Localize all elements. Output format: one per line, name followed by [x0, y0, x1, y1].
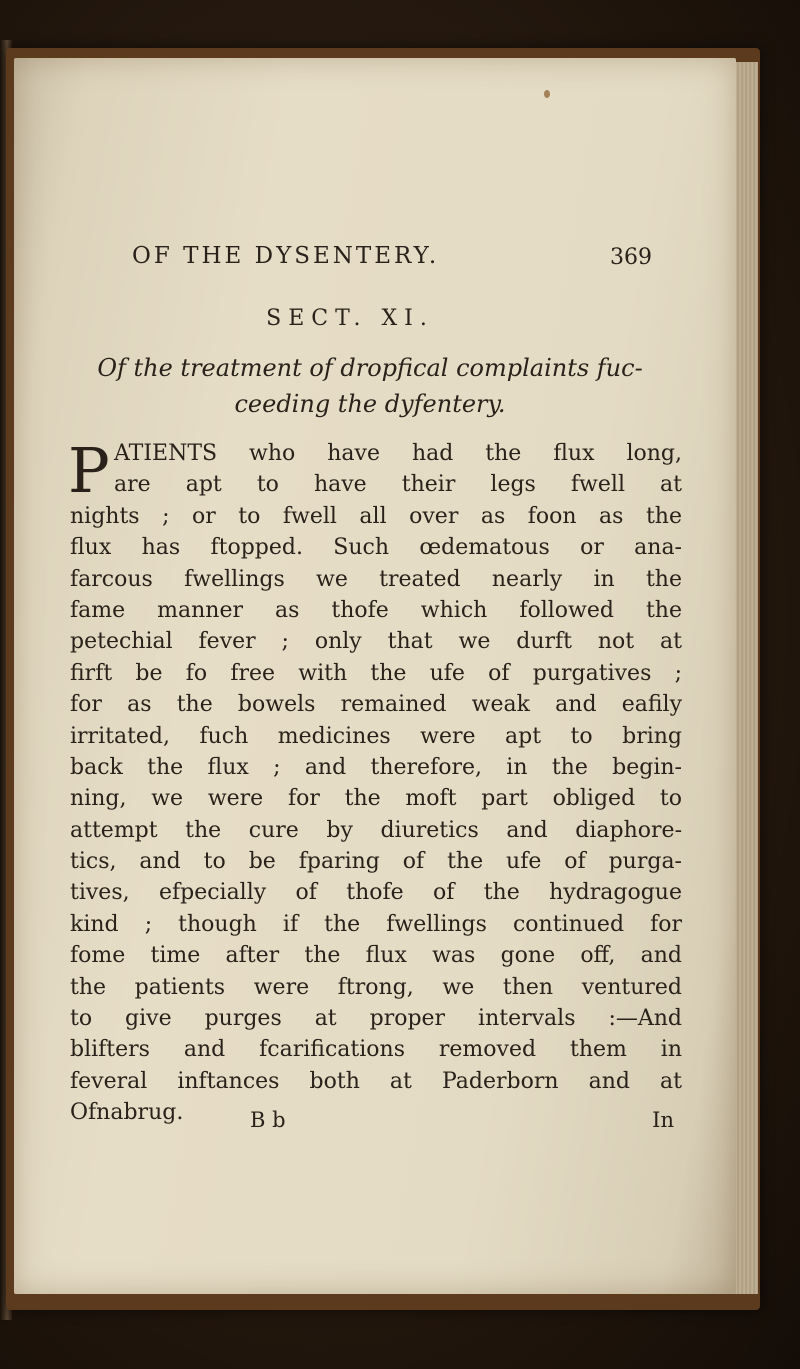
running-title: OF THE DYSENTERY.: [132, 243, 440, 269]
paper-stain: [544, 90, 550, 98]
drop-cap: P: [68, 434, 110, 507]
running-header: [132, 243, 652, 269]
section-title-line-2: ceeding the dyfentery.: [234, 390, 506, 418]
section-label: SECT. XI.: [266, 306, 434, 331]
text-line: flux has ftopped. Such œdematous or ana-: [70, 535, 682, 561]
text-line: for as the bowels remained weak and eafily: [70, 692, 682, 718]
text-line: the patients were ftrong, we then ventured: [70, 974, 682, 1000]
text-line: firft be fo free with the ufe of purgatives ;: [70, 660, 682, 686]
text-line: are apt to have their legs fwell at: [114, 472, 682, 498]
text-line: tics, and to be fparing of the ufe of purga-: [70, 849, 682, 875]
text-line: kind ; though if the fwellings continued for: [70, 911, 682, 937]
text-line: Ofnabrug.: [70, 1100, 184, 1126]
text-line: tives, efpecially of thofe of the hydragogue: [70, 880, 682, 906]
text-line: to give purges at proper intervals :—And: [70, 1006, 682, 1032]
book-page: [14, 58, 736, 1294]
text-line: farcous fwellings we treated nearly in the: [70, 566, 682, 592]
body-text: [68, 434, 682, 1129]
text-line: nights ; or to fwell all over as foon as the: [70, 503, 682, 529]
catchword: In: [652, 1108, 674, 1132]
text-line: ATIENTS who have had the flux long,: [114, 441, 682, 466]
section-title: [70, 350, 670, 422]
text-line: ning, we were for the moft part obliged to: [70, 786, 682, 812]
text-line: fome time after the flux was gone off, and: [70, 943, 682, 969]
section-title-line-1: Of the treatment of dropfical complaints fuc-: [97, 354, 643, 382]
text-line: blifters and fcarifications removed them in: [70, 1037, 682, 1063]
page-number: 369: [610, 245, 652, 270]
text-line: feveral inftances both at Paderborn and at: [70, 1068, 682, 1094]
text-line: back the flux ; and therefore, in the begin-: [70, 754, 682, 780]
text-line: fame manner as thofe which followed the: [70, 597, 682, 623]
text-line: irritated, fuch medicines were apt to bring: [70, 723, 682, 749]
signature-mark: B b: [250, 1108, 286, 1132]
text-line: attempt the cure by diuretics and diaphore-: [70, 817, 682, 843]
text-line: petechial fever ; only that we durft not at: [70, 629, 682, 655]
